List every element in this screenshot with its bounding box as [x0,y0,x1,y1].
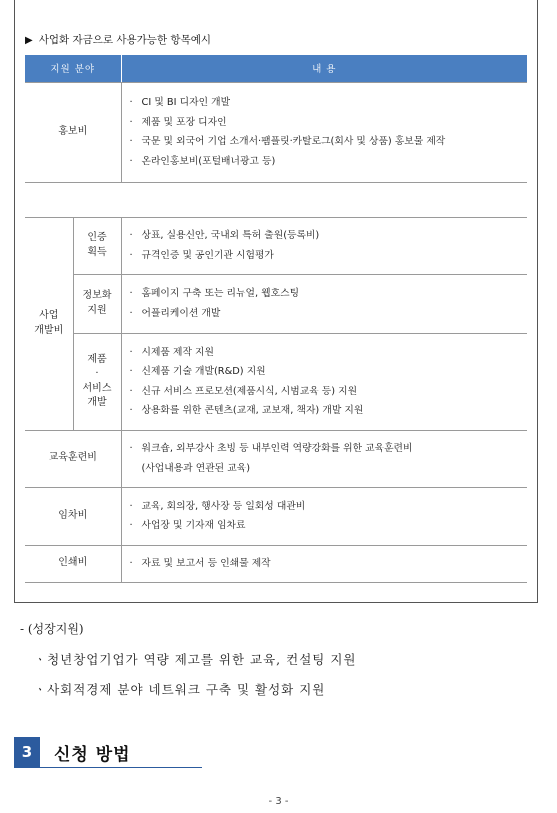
table-spacer-row [25,182,527,217]
subcategory-product: 제품 · 서비스 개발 [73,333,121,430]
list-item: · 신규 서비스 프로모션(제품시식, 시범교육 등) 지원 [129,385,358,397]
list-item: · 워크숍, 외부강사 초빙 등 내부인력 역량강화를 위한 교육훈련비 [129,443,413,454]
category-promo: 홍보비 [25,82,121,182]
triangle-bullet-icon: ▶ [25,35,33,46]
list-item-continuation: (사업내용과 연관된 교육) [141,462,251,474]
list-item: · CI 및 BI 디자인 개발 [129,97,231,108]
section-number-badge: 3 [14,737,40,768]
list-item: · 사업장 및 기자재 임차료 [129,520,246,531]
category-rent: 임차비 [25,487,121,545]
rent-content [121,487,527,545]
header-content: 내 용 [121,55,527,82]
list-item: · 신제품 기술 개발(R&D) 지원 [129,366,266,377]
list-item: · 규격인증 및 공인기관 시험평가 [129,249,274,261]
subcategory-it: 정보화 지원 [73,274,121,333]
list-item: · 제품 및 포장 디자인 [129,116,227,128]
list-item: · 자료 및 보고서 등 인쇄물 제작 [129,557,271,569]
list-item: · 홈페이지 구축 또는 리뉴얼, 웹호스팅 [129,288,300,299]
table-row-print [25,545,527,582]
list-item: · 어플리케이션 개발 [129,307,221,319]
growth-title: - (성장지원) [20,622,84,636]
product-content [121,333,527,430]
usage-items-table [25,55,527,583]
category-print: 인쇄비 [25,545,121,582]
table-row-promo [25,82,527,182]
table-header-row [25,55,527,82]
table-row-rent [25,487,527,545]
it-content [121,274,527,333]
header-category: 지원 분야 [25,55,121,82]
section-heading [25,32,211,47]
section-title: 사업화 자금으로 사용가능한 항목예시 [38,34,212,46]
growth-item: ㆍ사회적경제 분야 네트워크 구축 및 활성화 지원 [34,682,326,697]
subcategory-cert: 인증 획득 [73,217,121,274]
table-row-training [25,430,527,487]
category-dev: 사업 개발비 [25,217,73,430]
list-item: · 상표, 실용신안, 국내외 특허 출원(등록비) [129,230,320,241]
section-3-title: 신청 방법 [54,745,131,765]
page-number: - 3 - [268,796,289,807]
list-item: · 교육, 회의장, 행사장 등 일회성 대관비 [129,500,306,512]
category-training: 교육훈련비 [25,430,121,487]
list-item: · 시제품 제작 지원 [129,346,214,358]
promo-content [121,82,527,182]
list-item: · 국문 및 외국어 기업 소개서·팸플릿·카탈로그(회사 및 상품) 홍보물 제작 [129,136,446,147]
content-frame [14,0,538,603]
list-item: · 상용화를 위한 콘텐츠(교재, 교보재, 책자) 개발 지원 [129,405,364,416]
list-item: · 온라인홍보비(포털배너광고 등) [129,155,276,167]
table-row-product [25,333,527,430]
table-row-cert [25,217,527,274]
table-row-it [25,274,527,333]
section-3-heading [14,737,202,768]
growth-item: ㆍ청년창업기업가 역량 제고를 위한 교육, 컨설팅 지원 [34,652,357,667]
training-content [121,430,527,487]
print-content [121,545,527,582]
cert-content [121,217,527,274]
